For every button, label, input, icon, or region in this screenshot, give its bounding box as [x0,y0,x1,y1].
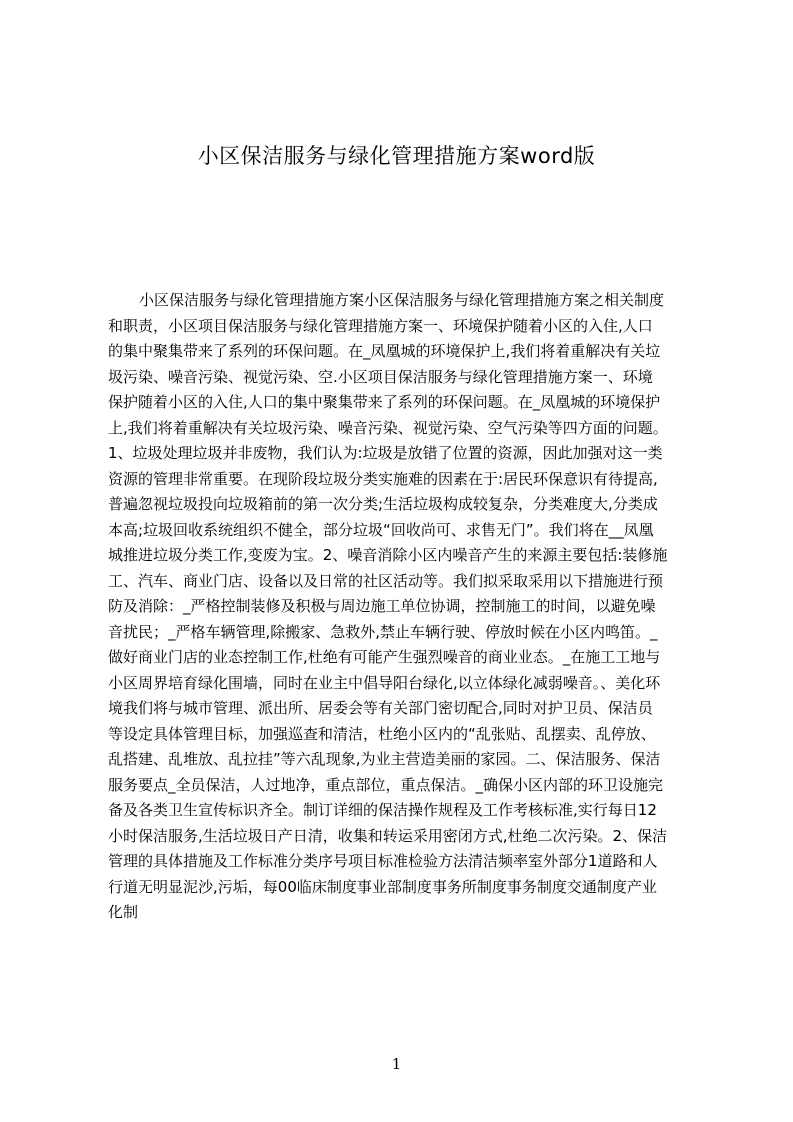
body-line: 备及各类卫生宣传标识齐全。制订详细的保洁操作规程及工作考核标准,实行每日12 [108,801,657,819]
body-line: 本高;垃圾回收系统组织不健全，部分垃圾“回收尚可、求售无门”。我们将在__凤凰 [108,520,654,539]
body-line: 圾污染、噪音污染、视觉污染、空.小区项目保洁服务与绿化管理措施方案一、环境 [108,367,653,386]
body-line: 小时保洁服务,生活垃圾日产日清，收集和转运采用密闭方式,杜绝二次污染。2、保洁 [108,826,668,845]
body-line: 保护随着小区的入住,人口的集中聚集带来了系列的环保问题。在_凤凰城的环境保护 [108,393,661,411]
body-line: 等设定具体管理目标，加强巡查和清洁，杜绝小区内的“乱张贴、乱摆卖、乱停放、 [108,724,656,743]
body-line: 化制 [108,903,139,921]
page-number: 1 [391,1055,402,1073]
body-line: 管理的具体措施及工作标准分类序号项目标准检验方法清洁频率室外部分1道路和人 [108,852,658,870]
body-line: 小区周界培育绿化围墙，同时在业主中倡导阳台绿化,以立体绿化减弱噪音。、美化环 [108,673,661,692]
body-line: 和职责，小区项目保洁服务与绿化管理措施方案一、环境保护随着小区的入住,人口 [108,316,653,335]
body-line: 防及消除：_严格控制装修及积极与周边施工单位协调，控制施工的时间，以避免噪 [108,597,656,615]
body-line: 资源的管理非常重要。在现阶段垃圾分类实施难的因素在于:居民环保意识有待提高, [108,469,658,488]
body-line: 1、垃圾处理垃圾并非废物，我们认为:垃圾是放错了位置的资源，因此加强对这一类 [108,444,663,462]
body-line: 做好商业门店的业态控制工作,杜绝有可能产生强烈噪音的商业业态。_在施工工地与 [108,648,661,666]
body-line: 乱搭建、乱堆放、乱拉挂”等六乱现象,为业主营造美丽的家园。二、保洁服务、保洁 [108,750,661,768]
body-line: 小区保洁服务与绿化管理措施方案小区保洁服务与绿化管理措施方案之相关制度 [139,291,665,309]
body-line: 上,我们将着重解决有关垃圾污染、噪音污染、视觉污染、空气污染等四方面的问题。 [108,418,668,437]
body-line: 服务要点_全员保洁，人过地净，重点部位，重点保洁。_确保小区内部的环卫设施完 [108,775,664,794]
body-line: 城推进垃圾分类工作,变废为宝。2、噪音消除小区内噪音产生的来源主要包括:装修施 [108,546,668,564]
document-body [108,288,698,926]
body-line: 行道无明显泥沙,污垢，每00临床制度事业部制度事务所制度事务制度交通制度产业 [108,877,657,896]
body-line: 普遍忽视垃圾投向垃圾箱前的第一次分类;生活垃圾构成较复杂，分类难度大,分类成 [108,495,658,513]
body-line: 音扰民；_严格车辆管理,除搬家、急救外,禁止车辆行驶、停放时候在小区内鸣笛。_ [108,622,658,641]
body-line: 工、汽车、商业门店、设备以及日常的社区活动等。我们拟采取采用以下措施进行预 [108,571,664,590]
document-title: 小区保洁服务与绿化管理措施方案word版 [197,144,596,168]
body-line: 境我们将与城市管理、派出所、居委会等有关部门密切配合,同时对护卫员、保洁员 [108,699,653,717]
body-line: 的集中聚集带来了系列的环保问题。在_凤凰城的环境保护上,我们将着重解决有关垃 [108,342,661,360]
